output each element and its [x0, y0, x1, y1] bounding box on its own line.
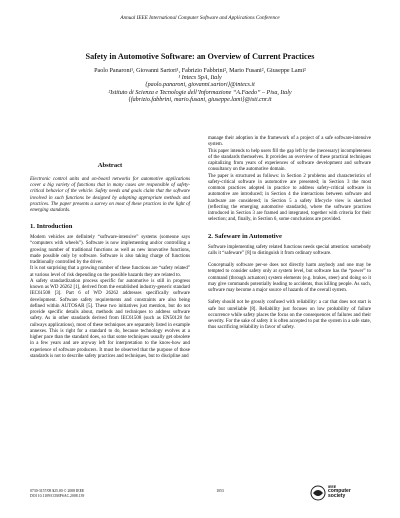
- author-block: [0, 68, 400, 104]
- affiliation-1: ¹ Intecs SpA, Italy: [178, 75, 222, 82]
- intro-continued-paragraph: This paper intends to help users fill the gap left by the (necessary) incompleteness of the standards themselves. It provides an overview of these practical techniques capitalizing from years of experiences of software development and software consultancy on the automotive domain.: [208, 148, 371, 173]
- affiliation-2: ²Istituto di Scienza e Tecnologie dell’Informazione “A.Faedo” – Pisa, Italy: [108, 89, 292, 96]
- page-number: 1053: [216, 489, 224, 493]
- footer-doi: DOI 10.1109/COMPSAC.2008.139: [30, 493, 85, 498]
- section-2-paragraph: Conceptually software per-se does not directly harm anybody and one may be tempted to consider safety only at system level, but software has the “power” to command (through actuators) system elements (e.g. brakes, steer) and doing so it may give commands potentially leading to accidents, thus killing people. As such, software may become a major source of hazards of the overall system.: [208, 263, 371, 293]
- authors-line: Paolo Panaroni¹, Giovanni Sartori¹, Fabrizio Fabbrini², Mario Fusani², Giuseppe Lami²: [94, 68, 306, 74]
- section-1-paragraph: Modern vehicles are definitely “software-intensive” systems (someone says “computers with wheels”). Software is now implementing and/or controlling a growing number of traditional functions as well as new innovative functions, made possible only by software. Software is also taking charge of functions traditionally controlled by the driver.: [30, 235, 190, 266]
- conference-header: Annual IEEE International Computer Software and Applications Conference: [120, 15, 280, 21]
- ieee-computer-society-logo: [310, 483, 372, 503]
- abstract-heading: Abstract: [97, 162, 123, 169]
- intro-continued-paragraph: The paper is structured as follows: in Section 2 problems and characteristics of safety-critical software in automotive are presented; in Section 3 the most common practices adopted in practice to address safety-critical software in automotive are introduced; in Section 4 the interactions between software and hardware are considered; in Section 5 a safety lifecycle view is sketched (reflecting the emerging automotive standards), where the software practices introduced in Section 3 are framed and integrated, together with criteria for their selection; and, finally, in Section 6, some conclusions are provided.: [208, 173, 371, 223]
- intro-continued-paragraph: manage their adoption in the framework of a project of a safe software-intensive system.: [208, 136, 371, 148]
- logo-text: IEEE computer society: [328, 485, 351, 500]
- section-1-paragraph: A safety standardization process specific for automotive is still in progress known as WD 26262 [1], derived from the established industry-generic standard IEC61508 [3]. Part 6 of WD 26262 addresses specifically software development. Software safety requirements and constraints are also being defined within AUTOSAR [5]. These two initiatives just mention, but do not provide specific details about, methods and techniques to address software safety. As in other standards derived from IEC61508 (such as EN50128 for railways applications), most of these techniques are separately listed in example annexes. This is right for a standard to do, because technology evolves at a higher pace than the standard does, so that some techniques usually get obsolete in a few years and are anyway left for interpretation to the know-how and experience of software producers. It must be observed that the purpose of those standards is not to describe safety practices and techniques, but to discipline and: [30, 278, 190, 359]
- footer-isbn: 0730-3157/08 $25.00 © 2008 IEEE: [30, 489, 85, 493]
- right-column: [208, 136, 371, 332]
- left-column: [30, 162, 190, 360]
- section-2-paragraph: Software implementing safety related functions needs special attention: somebody calls it “safeware” [8] to distinguish it from ordinary software.: [208, 244, 371, 256]
- paper-title: Safety in Automotive Software: an Overview of Current Practices: [85, 52, 315, 61]
- section-2-heading: 2. Safeware in Automotive: [208, 232, 282, 240]
- email-2: {fabrizio.fabbrini, mario.fusani, giuseppe.lami}@isti.cnr.it: [128, 96, 272, 103]
- section-2-paragraph: Safety should not be grossly confused with reliability: a car that does not start is safe but unreliable [8]. Reliability just focuses on low probability of failure occurrence while safety places the focus on the consequences of failures and their severity. For the sake of safety it is often accepted to put the system in a safe state, thus sacrificing reliability in favor of safety.: [208, 300, 371, 331]
- logo-mark-icon: [310, 485, 326, 501]
- footer-identifiers: [30, 489, 84, 498]
- email-1: {paolo.panaroni, giovanni.sartori}@intecs.it: [145, 82, 255, 89]
- section-1-heading: 1. Introduction: [30, 223, 73, 231]
- abstract-text: Electronic control units and on-board networks for automotive applications cover a big variety of functions that in many cases are responsible of safety-critical behavior of the vehicle. Safety needs and goals claim that the software involved in such functions be designed by adopting appropriate methods and practices. The paper presents a survey on most of these practices in the light of emerging standards.: [30, 177, 190, 214]
- section-1-paragraph: It is not surprising that a growing number of these functions are “safety related” at various level of risk depending on the possible hazards they are related to.: [30, 266, 190, 278]
